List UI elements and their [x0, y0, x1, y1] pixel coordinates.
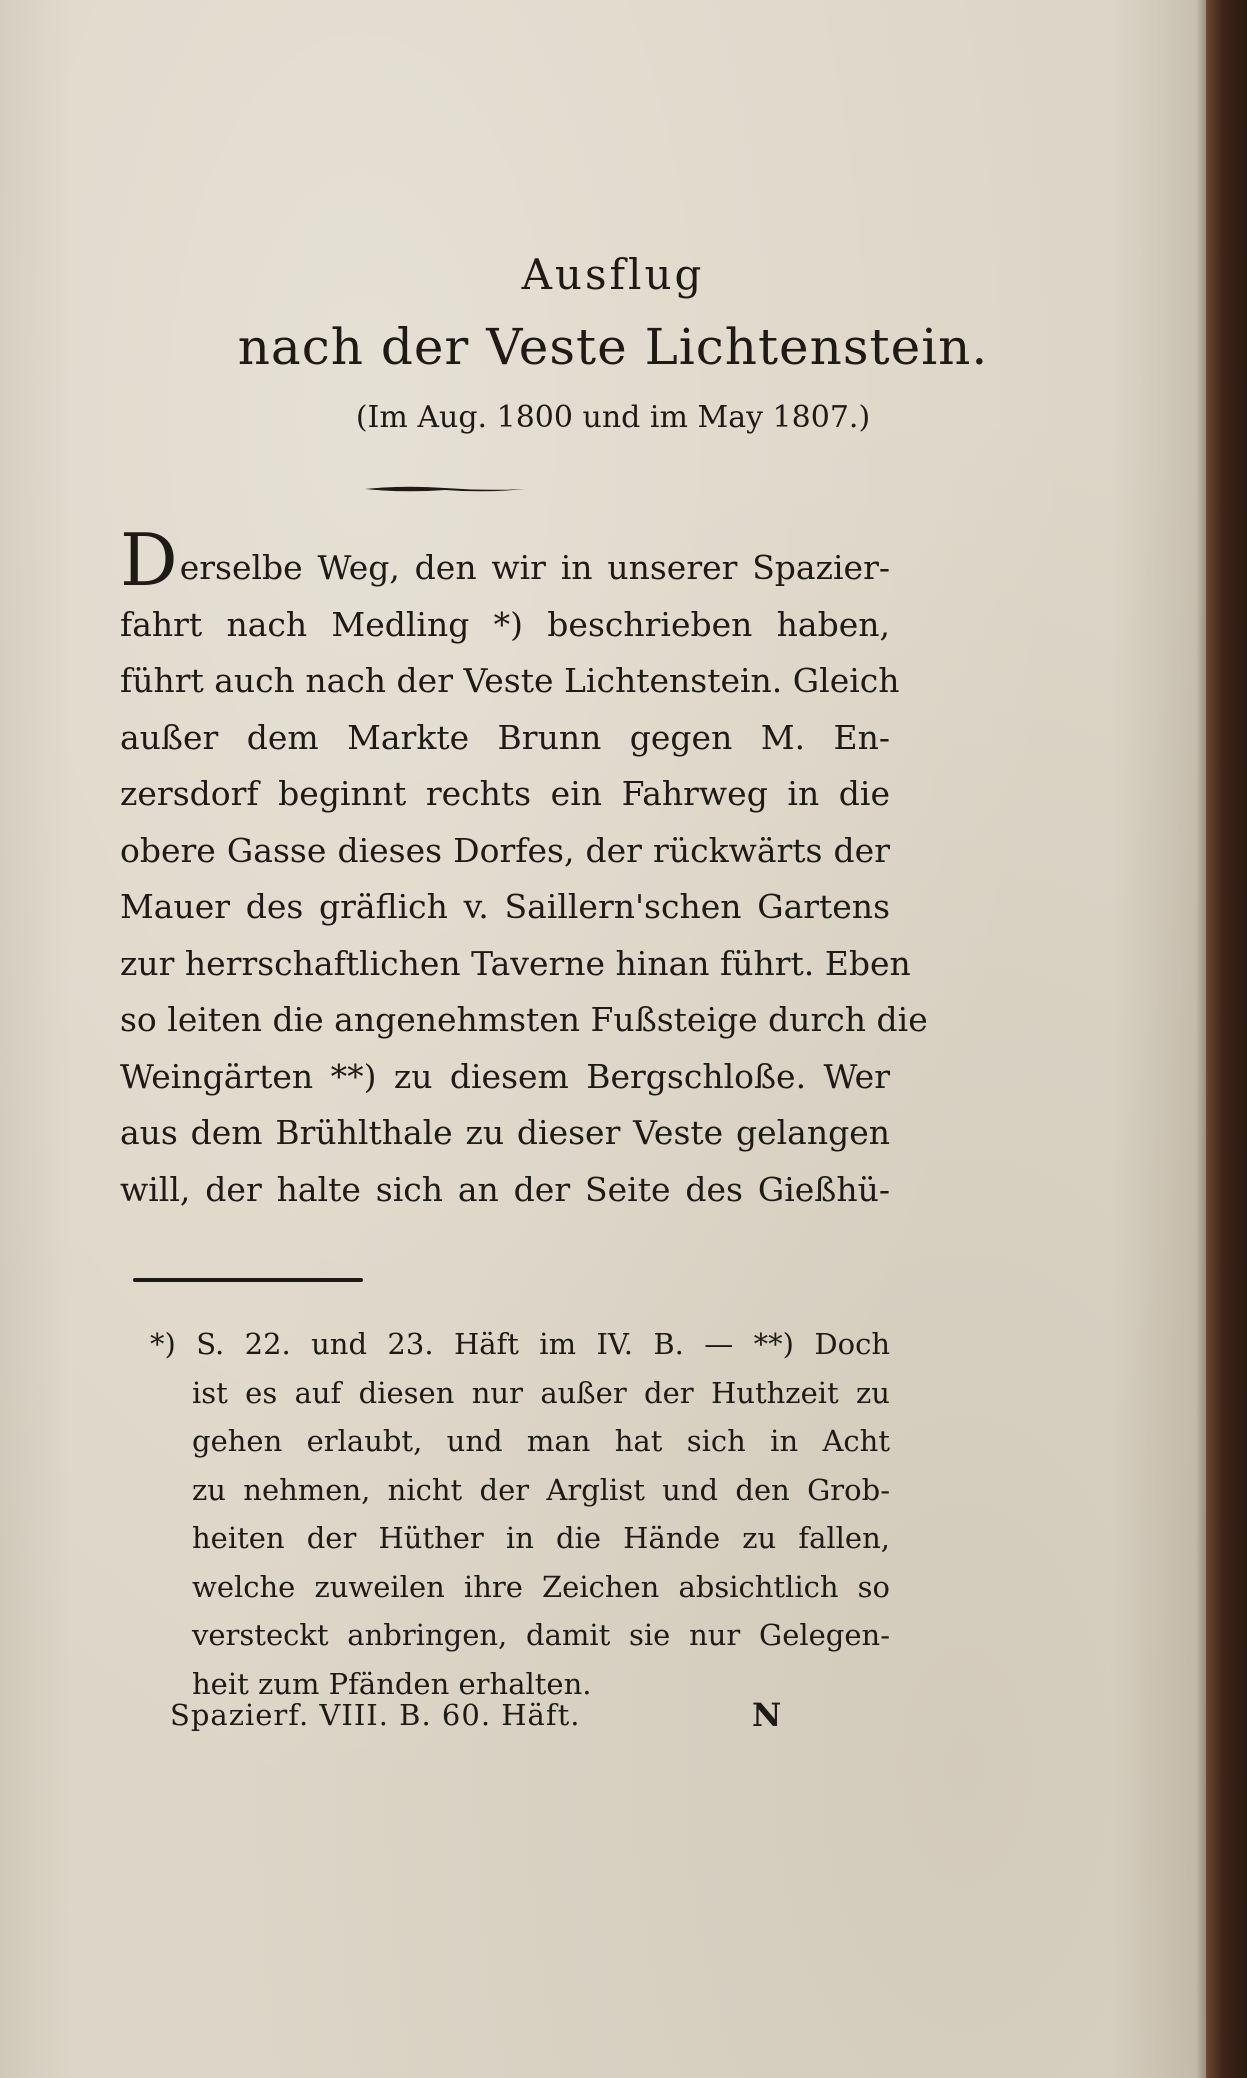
footnote-line: ist es auf diesen nur außer der Huthzeit zu	[192, 1375, 890, 1410]
footnote-line: heit zum Pfänden erhalten.	[192, 1666, 592, 1701]
body-line: Mauer des gräflich v. Saillern'schen Gartens	[120, 887, 890, 926]
footnotes	[150, 1320, 890, 1708]
footnote-divider	[133, 1278, 363, 1282]
body-line: obere Gasse dieses Dorfes, der rückwärts der	[120, 830, 890, 870]
signature-mark: Spazierf. VIII. B. 60. Häft.	[170, 1698, 581, 1732]
title-ornament-rule	[365, 484, 525, 494]
title-line-2: nach der Veste Lichtenstein.	[237, 318, 989, 376]
footnote-line: welche zuweilen ihre Zeichen absichtlich so	[192, 1569, 890, 1604]
body-line: führt auch nach der Veste Lichtenstein. Gleich	[120, 661, 900, 700]
footnote-line: gehen erlaubt, und man hat sich in Acht	[192, 1424, 890, 1458]
footnote-line: zu nehmen, nicht der Arglist und den Grob-	[192, 1472, 890, 1507]
footnote-line: *) S. 22. und 23. Häft im IV. B. — **) Doch	[150, 1327, 890, 1361]
footnote-line: heiten der Hüther in die Hände zu fallen,	[192, 1521, 890, 1555]
body-line	[120, 518, 890, 602]
title-date-line: (Im Aug. 1800 und im May 1807.)	[355, 400, 871, 435]
book-spine	[1206, 0, 1247, 2078]
body-line: außer dem Markte Brunn gegen M. En-	[120, 717, 890, 757]
body-line: fahrt nach Medling *) beschrieben haben,	[120, 604, 890, 644]
footnote-line: versteckt anbringen, damit sie nur Gelegen-	[192, 1618, 890, 1652]
body-line: zersdorf beginnt rechts ein Fahrweg in die	[120, 774, 890, 813]
body-line: aus dem Brühlthale zu dieser Veste gelangen	[120, 1113, 890, 1152]
body-line-text: erselbe Weg, den wir in unserer Spazier-	[179, 548, 890, 587]
body-line: Weingärten **) zu diesem Bergschloße. Wer	[120, 1056, 890, 1096]
drop-cap: D	[120, 518, 178, 602]
body-line: will, der halte sich an der Seite des Gießhü-	[120, 1169, 890, 1209]
body-line: so leiten die angenehmsten Fußsteige durch die	[120, 1000, 928, 1039]
title-line-1: Ausflug	[521, 250, 705, 299]
catchword: N	[752, 1696, 782, 1734]
body-line: zur herrschaftlichen Taverne hinan führt. Eben	[120, 943, 911, 983]
main-text	[120, 518, 928, 1218]
page-edge-shadow	[1196, 0, 1206, 2078]
